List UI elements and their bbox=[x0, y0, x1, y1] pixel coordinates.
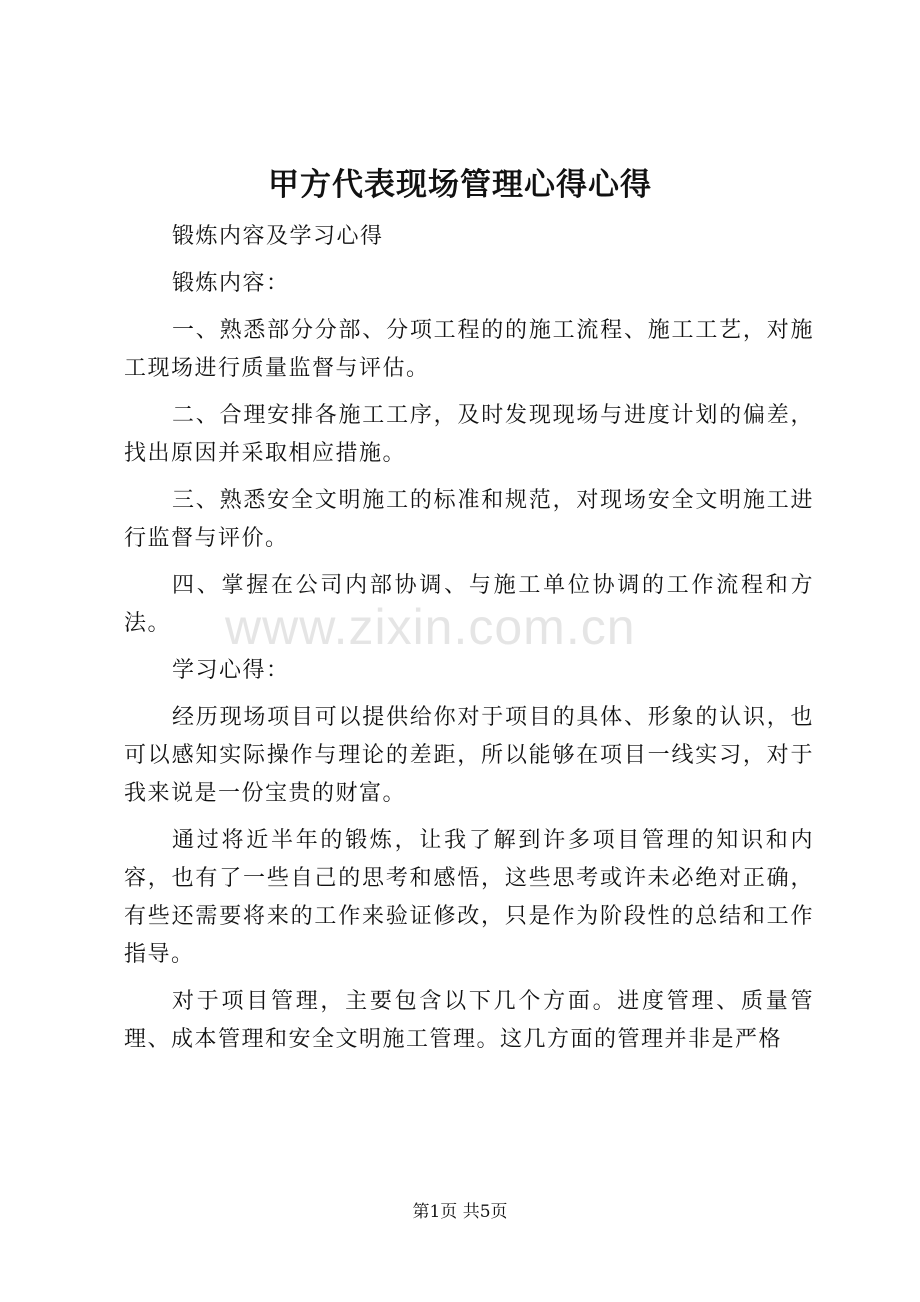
watermark: www.zixin.com.cn bbox=[225, 599, 636, 655]
paragraph-5: 三、熟悉安全文明施工的标准和规范，对现场安全文明施工进行监督与评价。 bbox=[124, 488, 814, 551]
paragraph-6: 四、掌握在公司内部协调、与施工单位协调的工作流程和方法。 bbox=[124, 573, 814, 636]
page-footer: 第1页 共5页 bbox=[412, 1202, 508, 1222]
document-title: 甲方代表现场管理心得心得 bbox=[268, 167, 652, 203]
document-body bbox=[124, 218, 814, 1068]
paragraph-3: 一、熟悉部分分部、分项工程的的施工流程、施工工艺，对施工现场进行质量监督与评估。 bbox=[124, 318, 814, 381]
paragraph-9: 通过将近半年的锻炼，让我了解到许多项目管理的知识和内容，也有了一些自己的思考和感悟，这些思考或许未必绝对正确，有些还需要将来的工作来验证修改，只是作为阶段性的总结和工作指导。 bbox=[124, 828, 814, 967]
paragraph-8: 经历现场项目可以提供给你对于项目的具体、形象的认识，也可以感知实际操作与理论的差距，所以能够在项目一线实习，对于我来说是一份宝贵的财富。 bbox=[124, 705, 814, 806]
paragraph-10: 对于项目管理，主要包含以下几个方面。进度管理、质量管理、成本管理和安全文明施工管理。这几方面的管理并非是严格 bbox=[124, 989, 814, 1052]
paragraph-4: 二、合理安排各施工工序，及时发现现场与进度计划的偏差，找出原因并采取相应措施。 bbox=[124, 403, 814, 466]
paragraph-2: 锻炼内容： bbox=[172, 271, 290, 296]
paragraph-7: 学习心得： bbox=[172, 658, 290, 683]
paragraph-1: 锻炼内容及学习心得 bbox=[172, 224, 384, 249]
